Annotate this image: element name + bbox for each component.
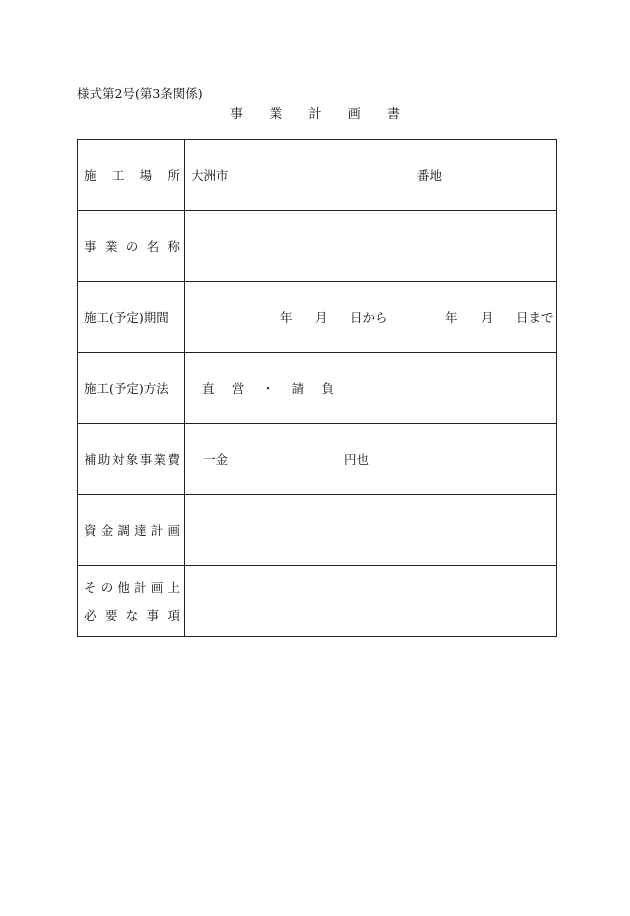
label-other-required-items [78, 566, 185, 637]
label-char: 上 [167, 580, 180, 595]
label-char: 調 [117, 523, 130, 538]
label-char: な [125, 608, 139, 623]
label-char: 象 [125, 452, 139, 467]
label-char: 費 [167, 452, 180, 467]
label-char: 他 [117, 580, 130, 595]
label-char: 達 [134, 523, 147, 538]
table-row [78, 424, 557, 495]
title-char: 画 [347, 107, 361, 122]
other-required-items-field[interactable] [185, 566, 557, 637]
label-char: 業 [153, 452, 167, 467]
label-char: そ [84, 580, 97, 595]
end-year: 年 [445, 310, 458, 325]
label-text: 施工(予定)期間 [84, 310, 169, 325]
label-char: 称 [167, 239, 180, 254]
label-char: の [100, 580, 114, 595]
construction-site-field[interactable] [185, 140, 557, 211]
label-construction-period [78, 282, 185, 353]
label-char: 計 [150, 523, 164, 538]
subsidized-project-cost-field[interactable] [185, 424, 557, 495]
label-char: の [125, 239, 139, 254]
project-name-field[interactable] [185, 211, 557, 282]
label-char: 項 [167, 608, 180, 623]
start-year: 年 [280, 310, 293, 325]
label-char: 助 [97, 452, 111, 467]
method-char: 負 [321, 381, 334, 396]
method-char: 請 [291, 381, 305, 396]
table-row [78, 566, 557, 637]
title-char: 計 [308, 107, 322, 122]
label-project-name [78, 211, 185, 282]
label-char: 工 [111, 168, 125, 183]
method-char: 直 [202, 381, 215, 396]
start-day: 日から [350, 310, 388, 325]
method-char: 営 [231, 381, 245, 396]
table-row [78, 282, 557, 353]
funding-plan-field[interactable] [185, 495, 557, 566]
end-month: 月 [481, 310, 494, 325]
table-row [78, 353, 557, 424]
address-suffix: 番地 [417, 168, 443, 183]
label-char: 対 [111, 452, 125, 467]
label-char: 必 [84, 608, 97, 623]
label-char: 要 [104, 608, 118, 623]
label-subsidized-project-cost [78, 424, 185, 495]
title-char: 業 [269, 107, 283, 122]
label-char: 資 [84, 523, 97, 538]
label-char: 事 [84, 239, 97, 254]
title-char: 事 [230, 107, 244, 122]
label-char: 計 [134, 580, 147, 595]
label-char: 金 [100, 523, 114, 538]
label-char: 事 [139, 452, 153, 467]
label-char: 補 [84, 452, 97, 467]
amount-prefix: 一金 [203, 452, 229, 467]
label-char: 施 [84, 168, 97, 183]
title-char: 書 [386, 107, 400, 122]
label-char: 業 [104, 239, 118, 254]
amount-suffix: 円也 [344, 452, 370, 467]
label-text: 施工(予定)方法 [84, 381, 169, 396]
document-title [230, 103, 400, 122]
city-name: 大洲市 [191, 168, 229, 183]
method-char: ・ [261, 381, 275, 396]
label-char: 所 [167, 168, 180, 183]
label-char: 場 [139, 168, 153, 183]
table-row [78, 495, 557, 566]
business-plan-table [77, 139, 557, 637]
table-row [78, 211, 557, 282]
form-number: 様式第2号(第3条関係) [77, 86, 203, 101]
label-char: 事 [146, 608, 160, 623]
start-month: 月 [315, 310, 328, 325]
label-char: 名 [146, 239, 160, 254]
end-day: 日まで [516, 310, 554, 325]
label-char: 画 [150, 580, 164, 595]
label-construction-site [78, 140, 185, 211]
label-construction-method [78, 353, 185, 424]
construction-period-field[interactable] [185, 282, 557, 353]
label-funding-plan [78, 495, 185, 566]
construction-method-field[interactable] [185, 353, 557, 424]
table-row [78, 140, 557, 211]
label-char: 画 [167, 523, 180, 538]
